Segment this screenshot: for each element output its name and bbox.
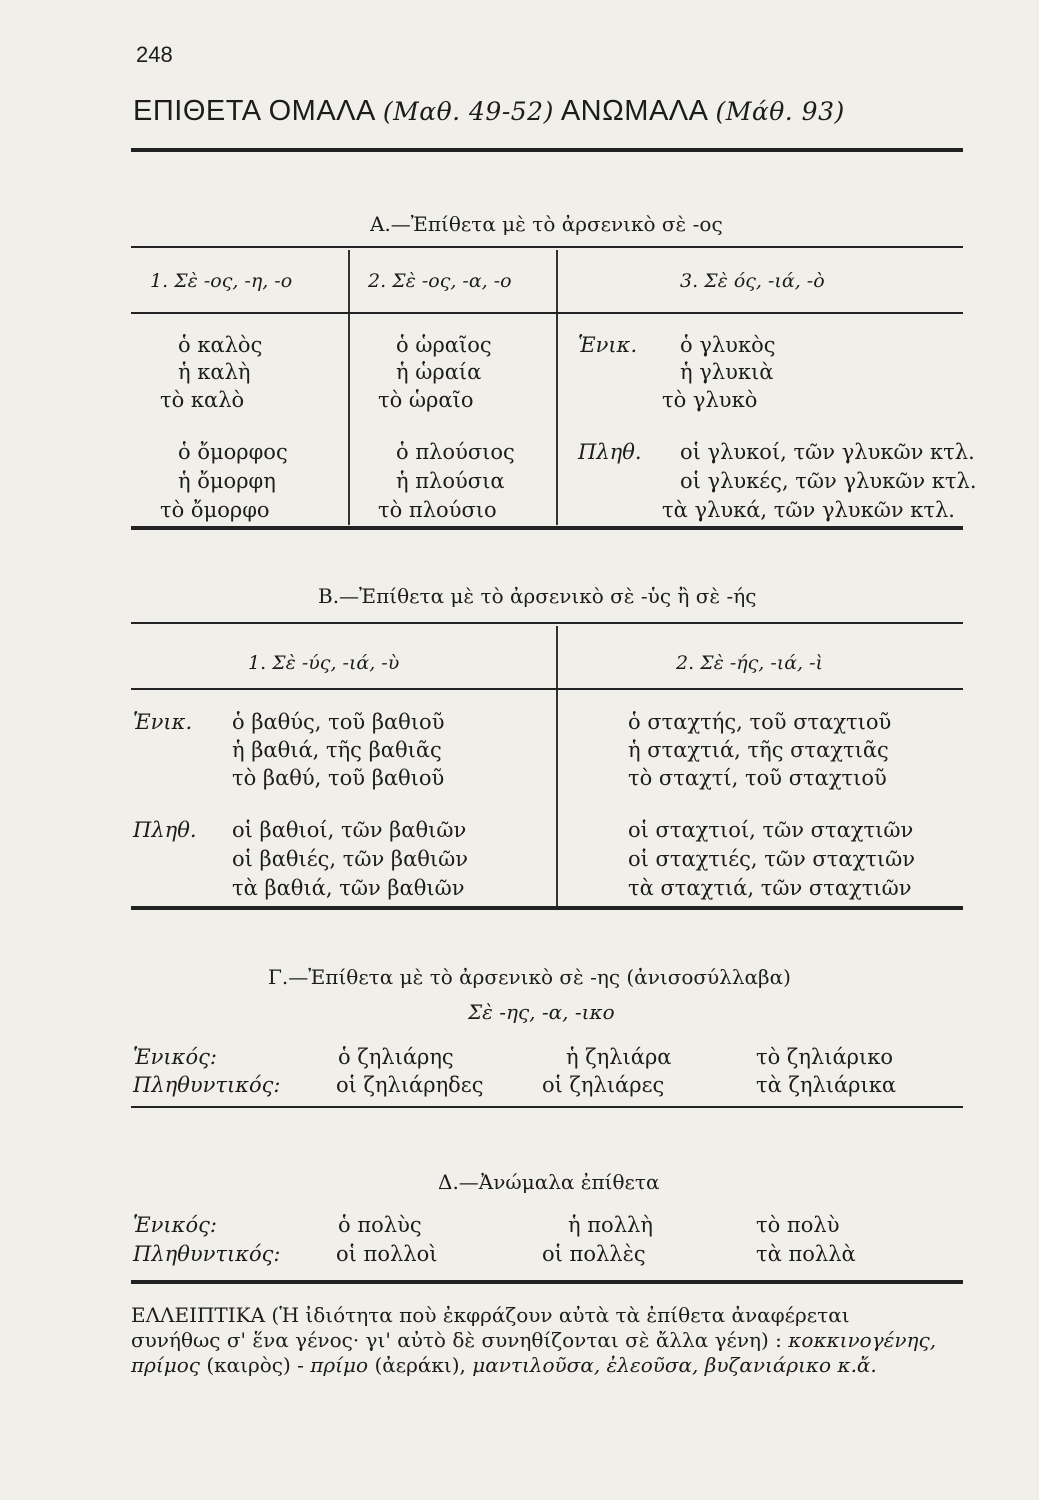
word-form: τὸ καλὸ [160,388,245,412]
example-word: πρίμος [131,1353,200,1377]
section-b-header-2: 2. Σὲ -ής, -ιά, -ὶ [676,652,824,674]
section-d-title: Δ.—Ἀνώμαλα ἐπίθετα [438,1170,660,1194]
word-form: τὸ πολὺ [756,1213,840,1237]
word-form: οἱ βαθιές, τῶν βαθιῶν [232,847,469,871]
word-form: τὸ ζηλιάρικο [756,1045,893,1069]
word-form: τὰ πολλὰ [756,1242,856,1266]
example-word: κοκκινογένης, [788,1328,937,1352]
singular-label: Ἑνικ. [133,710,193,734]
divider [131,622,963,624]
word-form: τὸ ὄμορφο [160,498,270,522]
word-form: ἡ πλούσια [396,469,505,493]
word-form: ὁ γλυκὸς [680,333,776,357]
word-form: τὰ βαθιά, τῶν βαθιῶν [232,876,465,900]
column-divider [556,250,558,525]
word-form: τὸ σταχτί, τοῦ σταχτιοῦ [628,766,887,790]
plural-label: Πληθ. [133,818,197,842]
word-form: ἡ σταχτιά, τῆς σταχτιᾶς [628,738,889,762]
section-a-title: Α.—Ἐπίθετα μὲ τὸ ἀρσενικὸ σὲ -ος [370,212,723,236]
word-form: ὁ πολὺς [338,1213,422,1237]
word-form: οἱ βαθιοί, τῶν βαθιῶν [232,818,467,842]
singular-label: Ἑνικ. [578,333,638,357]
column-divider [556,626,558,906]
footnote-text: (ἀεράκι), [374,1353,466,1377]
word-form: ἡ καλὴ [178,360,251,384]
word-form: οἱ σταχτιοί, τῶν σταχτιῶν [628,818,914,842]
word-form: ἡ βαθιά, τῆς βαθιᾶς [232,738,442,762]
word-form: τὸ πλούσιο [378,498,497,522]
section-a-header-3: 3. Σὲ ός, -ιά, -ὸ [680,270,825,292]
footnote-text: (καιρὸς) - [206,1353,304,1377]
footnote-line: ΕΛΛΕΙΠΤΙΚΑ (Ἡ ἰδιότητα ποὺ ἐκφράζουν αὐτὰ τὰ ἐπίθετα ἀναφέρεται [131,1303,850,1327]
divider [131,246,963,248]
plural-label: Πληθ. [578,440,642,464]
word-form: τὸ ὡραῖο [378,388,474,412]
word-form: ἡ ὡραία [396,360,482,384]
divider [131,688,963,690]
divider [131,526,963,530]
section-a-header-2: 2. Σὲ -ος, -α, -ο [368,270,512,292]
divider [131,1106,963,1108]
word-form: οἱ πολλοὶ [336,1242,438,1266]
example-word: μαντιλοῦσα, ἐλεοῦσα, βυζανιάρικο κ.ἄ. [472,1353,877,1377]
singular-label: Ἑνικός: [133,1213,217,1237]
column-divider [348,250,350,525]
title-ref-irregular: (Μάθ. 93) [715,97,845,126]
divider [131,148,963,152]
word-form: οἱ ζηλιάρηδες [336,1073,484,1097]
section-g-subtitle: Σὲ -ης, -α, -ικο [468,1000,615,1024]
word-form: τὸ γλυκὸ [662,388,758,412]
word-form: οἱ γλυκές, τῶν γλυκῶν κτλ. [680,469,977,493]
word-form: ὁ σταχτής, τοῦ σταχτιοῦ [628,710,892,734]
footnote [131,1303,963,1378]
section-b-header-1: 1. Σὲ -ύς, -ιά, -ὺ [248,652,400,674]
word-form: τὰ σταχτιά, τῶν σταχτιῶν [628,876,912,900]
page-number: 248 [136,42,173,67]
footnote-line [131,1353,963,1378]
word-form: ἡ πολλὴ [568,1213,653,1237]
footnote-line [131,1328,963,1353]
example-word: πρίμο [310,1353,369,1377]
word-form: οἱ σταχτιές, τῶν σταχτιῶν [628,847,916,871]
word-form: ἡ ζηλιάρα [566,1045,672,1069]
section-a-header-1: 1. Σὲ -ος, -η, -ο [150,270,293,292]
divider [131,1280,963,1284]
word-form: ὁ καλὸς [178,333,263,357]
plural-label: Πληθυντικός: [133,1242,281,1266]
divider [131,906,963,910]
word-form: ἡ γλυκιὰ [680,360,774,384]
word-form: τὸ βαθύ, τοῦ βαθιοῦ [232,766,445,790]
title-main-regular: ΕΠΙΘΕΤΑ ΟΜΑΛΑ [133,95,375,127]
word-form: οἱ ζηλιάρες [542,1073,665,1097]
page-title [133,95,845,128]
title-ref-regular: (Μαθ. 49-52) [382,97,554,126]
footnote-text: συνήθως σ' ἕνα γένος· γι' αὐτὸ δὲ συνηθίζονται σὲ ἄλλα γένη) : [131,1328,782,1352]
word-form: ὁ βαθύς, τοῦ βαθιοῦ [232,710,445,734]
plural-label: Πληθυντικός: [133,1073,281,1097]
word-form: ὁ ὡραῖος [396,333,492,357]
section-g-title: Γ.—Ἐπίθετα μὲ τὸ ἀρσενικὸ σὲ -ης (ἀνισοσύλλαβα) [268,965,791,989]
word-form: ἡ ὄμορφη [178,469,276,493]
title-main-irregular: ΑΝΩΜΑΛΑ [560,95,707,127]
word-form: οἱ γλυκοί, τῶν γλυκῶν κτλ. [680,440,975,464]
word-form: οἱ πολλὲς [542,1242,646,1266]
word-form: ὁ ζηλιάρης [338,1045,454,1069]
singular-label: Ἑνικός: [133,1045,217,1069]
word-form: ὁ ὄμορφος [178,440,288,464]
word-form: ὁ πλούσιος [396,440,515,464]
divider [131,312,963,314]
word-form: τὰ ζηλιάρικα [756,1073,897,1097]
section-b-title: Β.—Ἐπίθετα μὲ τὸ ἀρσενικὸ σὲ -ὑς ἢ σὲ -ής [318,584,757,608]
word-form: τὰ γλυκά, τῶν γλυκῶν κτλ. [662,498,955,522]
